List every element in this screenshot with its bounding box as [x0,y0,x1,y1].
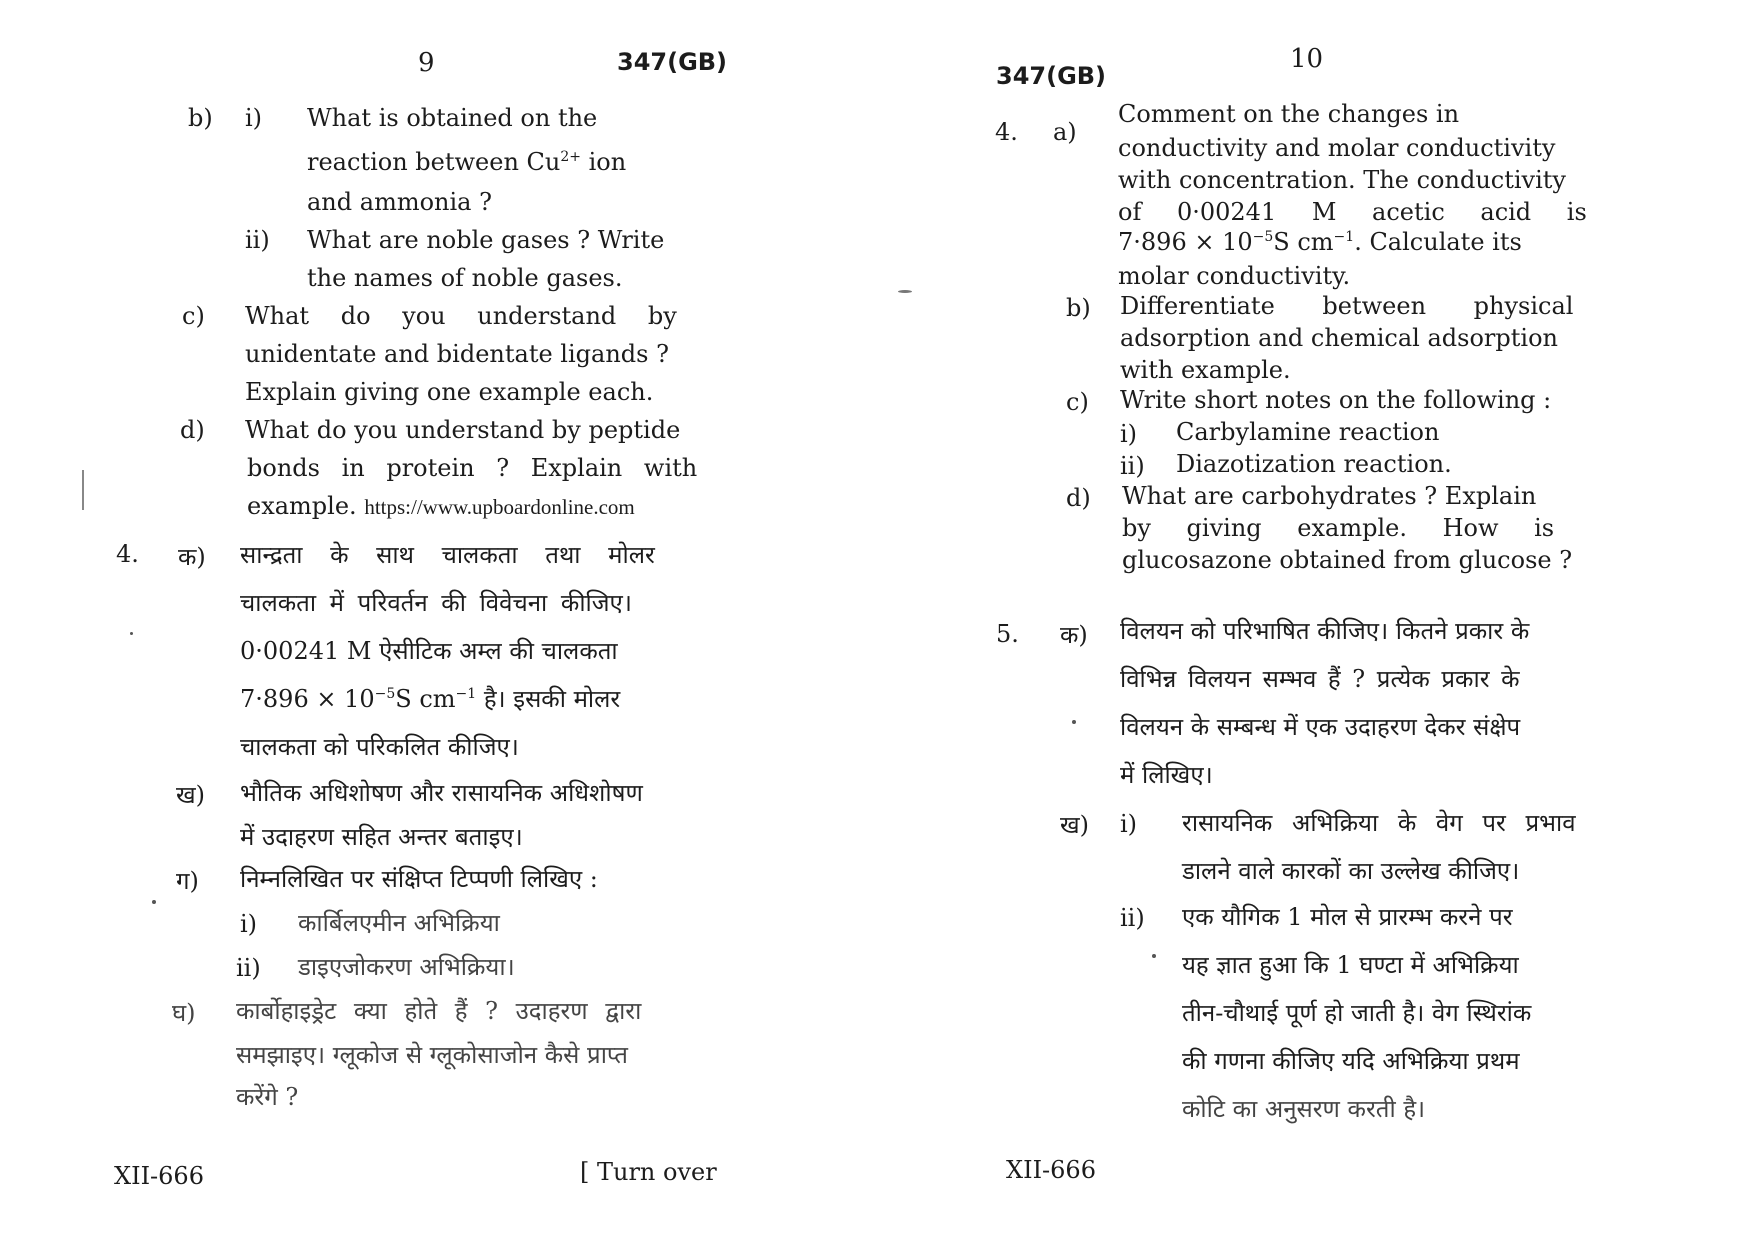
question-text: डालने वाले कारकों का उल्लेख कीजिए। [1182,857,1520,885]
question-number: 5. [996,620,1019,648]
footer-code: XII-666 [114,1162,204,1190]
question-text: Diazotization reaction. [1176,450,1452,478]
question-text: सान्द्रता के साथ चालकता तथा मोलर [240,541,655,569]
question-text: तीन-चौथाई पूर्ण हो जाती है। वेग स्थिरांक [1182,999,1532,1027]
question-text: conductivity and molar conductivity [1118,134,1556,162]
question-text: Carbylamine reaction [1176,418,1440,446]
question-text: reaction between $Cu^{2+}$ ion [307,148,627,176]
subquestion-label: i) [240,910,258,938]
question-number: 4. [995,118,1018,146]
question-number: 4. [116,540,139,568]
question-text: चालकता को परिकलित कीजिए। [240,733,519,761]
page-number: 9 [418,48,435,78]
scan-mark [82,470,84,510]
question-text: कार्बिलएमीन अभिक्रिया [298,909,500,937]
question-label: क) [1060,621,1088,649]
scan-speck [1152,954,1156,958]
question-text: कोटि का अनुसरण करती है। [1182,1095,1426,1123]
question-text: adsorption and chemical adsorption [1120,324,1558,352]
scan-speck [898,290,912,293]
question-text: the names of noble gases. [307,264,623,292]
question-text: unidentate and bidentate ligands ? [245,340,669,368]
scan-speck [130,632,133,635]
question-text: चालकता में परिवर्तन की विवेचना कीजिए। [240,589,632,617]
question-text: of 0·00241 M acetic acid is [1118,198,1587,226]
question-text: bonds in protein ? Explain with [247,454,698,482]
paper-code: 347(GB) [996,62,1107,90]
question-text: डाइएजोकरण अभिक्रिया। [298,953,515,981]
subquestion-label: ii) [236,954,261,982]
question-label: घ) [172,999,196,1027]
question-text: Differentiate between physical [1120,292,1574,320]
question-text: में लिखिए। [1120,761,1213,789]
question-text: molar conductivity. [1118,262,1351,290]
question-label: d) [180,416,205,444]
right-page [960,0,1754,1241]
question-text: by giving example. How is [1122,514,1555,542]
question-label: b) [1066,294,1091,322]
subquestion-label: i) [1120,420,1138,448]
question-text: and ammonia ? [307,188,492,216]
question-text: $7\cdot 896 \times 10^{-5}S$ $cm^{-1}$ है। इसकी मोलर [240,685,621,713]
question-text: करेंगे ? [236,1083,299,1111]
question-text: रासायनिक अभिक्रिया के वेग पर प्रभाव [1182,809,1576,837]
left-page [0,0,790,1241]
question-text: विलयन के सम्बन्ध में एक उदाहरण देकर संक्षेप [1120,713,1521,741]
question-text: समझाइए। ग्लूकोज से ग्लूकोसाजोन कैसे प्राप्त [236,1041,628,1069]
question-text: with concentration. The conductivity [1118,166,1566,194]
page-number: 10 [1290,44,1324,74]
question-label: ग) [176,867,199,895]
question-text: विलयन को परिभाषित कीजिए। कितने प्रकार के [1120,617,1530,645]
question-text: की गणना कीजिए यदि अभिक्रिया प्रथम [1182,1047,1520,1075]
question-text: What is obtained on the [307,104,598,132]
question-text: भौतिक अधिशोषण और रासायनिक अधिशोषण [240,779,643,807]
subquestion-label: i) [245,104,263,132]
question-text: with example. [1120,356,1291,384]
question-text: 0·00241 M ऐसीटिक अम्ल की चालकता [240,637,618,665]
question-text: What do you understand by peptide [245,416,681,444]
question-text: Comment on the changes in [1118,100,1460,128]
question-text: Explain giving one example each. [245,378,654,406]
question-label: ख) [176,781,205,809]
subquestion-label: ii) [1120,452,1145,480]
subquestion-label: ii) [245,226,270,254]
question-text: What do you understand by [245,302,677,330]
question-text: कार्बोहाइड्रेट क्या होते हैं ? उदाहरण द्वारा [236,997,642,1025]
scan-speck [152,900,156,904]
question-label: b) [188,104,213,132]
turn-over-text: [ Turn over [580,1158,717,1186]
question-text: यह ज्ञात हुआ कि 1 घण्टा में अभिक्रिया [1182,951,1519,979]
paper-code: 347(GB) [617,48,728,76]
question-label: c) [1066,388,1089,416]
question-text: glucosazone obtained from glucose ? [1122,546,1573,574]
question-text: में उदाहरण सहित अन्तर बताइए। [240,823,523,851]
subquestion-label: ii) [1120,904,1145,932]
question-text: What are noble gases ? Write [307,226,665,254]
question-text: Write short notes on the following : [1120,386,1552,414]
question-text: विभिन्न विलयन सम्भव हैं ? प्रत्येक प्रकार के [1120,665,1520,693]
question-label: क) [178,543,206,571]
question-text: $7\cdot 896 \times 10^{-5}S$ $cm^{-1}$. Calculate its [1118,228,1522,256]
question-label: a) [1053,118,1077,146]
question-text: निम्नलिखित पर संक्षिप्त टिप्पणी लिखिए : [240,865,598,893]
question-label: d) [1066,484,1091,512]
question-label: ख) [1060,811,1089,839]
subquestion-label: i) [1120,810,1138,838]
question-text: example. https://www.upboardonline.com [247,492,635,520]
watermark-url: https://www.upboardonline.com [364,495,635,519]
scan-speck [1072,720,1076,724]
question-text: What are carbohydrates ? Explain [1122,482,1537,510]
question-text: एक यौगिक 1 मोल से प्रारम्भ करने पर [1182,903,1513,931]
question-label: c) [182,302,205,330]
footer-code: XII-666 [1006,1156,1096,1184]
